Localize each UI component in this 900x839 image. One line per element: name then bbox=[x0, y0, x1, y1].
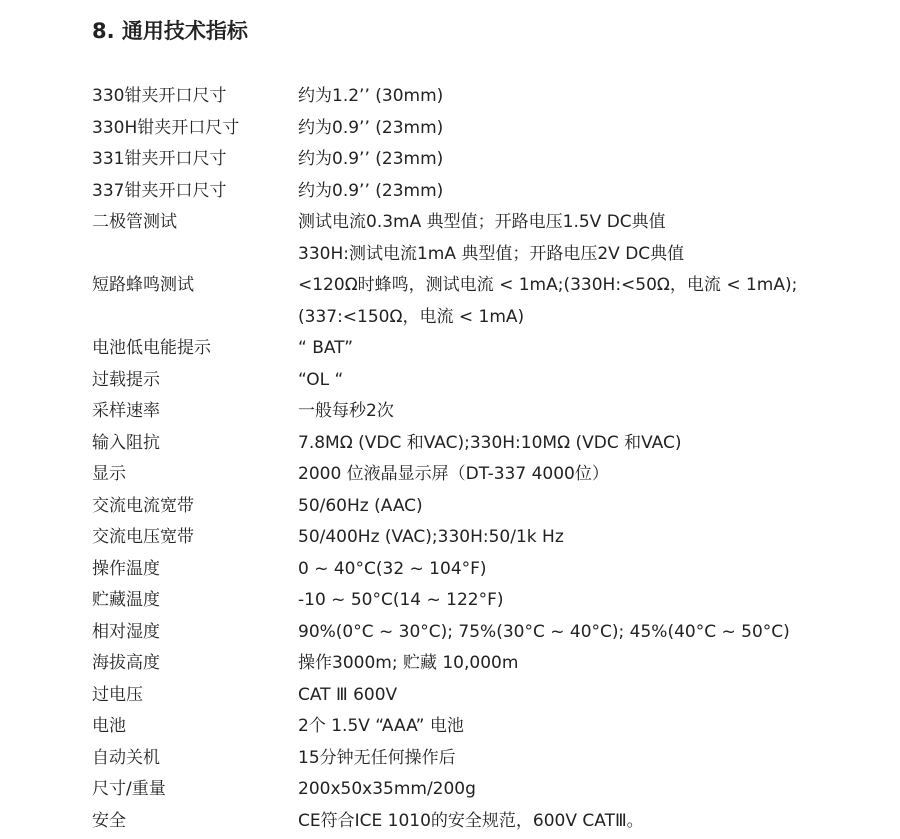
spec-value: 15分钟无任何操作后 bbox=[298, 747, 456, 768]
spec-label: 过电压 bbox=[92, 684, 143, 705]
spec-values bbox=[298, 207, 872, 270]
spec-values bbox=[298, 459, 872, 491]
spec-row bbox=[92, 743, 872, 775]
spec-value: 2个 1.5V “AAA” 电池 bbox=[298, 716, 464, 736]
spec-values bbox=[298, 585, 872, 617]
spec-label: 交流电流宽带 bbox=[92, 495, 194, 516]
spec-values bbox=[298, 554, 872, 586]
spec-values bbox=[298, 680, 872, 712]
spec-row bbox=[92, 617, 872, 649]
spec-label: 相对湿度 bbox=[92, 621, 160, 642]
spec-row bbox=[92, 585, 872, 617]
spec-values bbox=[298, 81, 872, 113]
spec-value: 约为0.9’’ (23mm) bbox=[298, 180, 444, 201]
spec-values bbox=[298, 270, 872, 333]
spec-values bbox=[298, 774, 872, 806]
spec-row bbox=[92, 207, 872, 270]
spec-value: 2000 位液晶显示屏（DT-337 4000位） bbox=[298, 464, 609, 484]
spec-value: <120Ω时蜂鸣，测试电流 < 1mA;(330H:<50Ω，电流 < 1mA); bbox=[298, 275, 798, 295]
spec-label: 交流电压宽带 bbox=[92, 527, 194, 547]
spec-values bbox=[298, 743, 872, 775]
spec-value: CE符合ICE 1010的安全规范，600V CATⅢ。 bbox=[298, 810, 644, 831]
spec-label: 显示 bbox=[92, 464, 126, 484]
spec-value: (337:<150Ω，电流 < 1mA) bbox=[298, 306, 525, 327]
spec-label: 电池 bbox=[92, 716, 126, 736]
spec-values bbox=[298, 711, 872, 743]
spec-label: 330钳夹开口尺寸 bbox=[92, 86, 227, 106]
spec-row bbox=[92, 680, 872, 712]
spec-value: 200x50x35mm/200g bbox=[298, 779, 476, 799]
spec-values bbox=[298, 396, 872, 428]
spec-row bbox=[92, 365, 872, 397]
spec-label: 自动关机 bbox=[92, 747, 160, 768]
spec-value: 测试电流0.3mA 典型值；开路电压1.5V DC典值 bbox=[298, 212, 666, 232]
spec-values bbox=[298, 176, 872, 208]
spec-row bbox=[92, 806, 872, 838]
spec-values bbox=[298, 491, 872, 523]
spec-values bbox=[298, 113, 872, 145]
spec-row bbox=[92, 144, 872, 176]
spec-row bbox=[92, 333, 872, 365]
spec-row bbox=[92, 113, 872, 145]
spec-label: 337钳夹开口尺寸 bbox=[92, 180, 227, 201]
spec-row bbox=[92, 491, 872, 523]
spec-label: 331钳夹开口尺寸 bbox=[92, 149, 227, 169]
spec-label: 采样速率 bbox=[92, 401, 160, 421]
spec-label: 输入阻抗 bbox=[92, 432, 160, 453]
spec-values bbox=[298, 522, 872, 554]
spec-row bbox=[92, 711, 872, 743]
spec-value: “ BAT” bbox=[298, 338, 354, 358]
spec-label: 尺寸/重量 bbox=[92, 779, 166, 799]
section-title: 8. 通用技术指标 bbox=[92, 19, 248, 43]
spec-values bbox=[298, 333, 872, 365]
spec-value: -10 ~ 50°C(14 ~ 122°F) bbox=[298, 590, 504, 610]
spec-values bbox=[298, 428, 872, 460]
spec-row bbox=[92, 270, 872, 333]
spec-value: 90%(0°C ~ 30°C); 75%(30°C ~ 40°C); 45%(40°C ~ 50°C) bbox=[298, 621, 790, 642]
spec-value: 50/400Hz (VAC);330H:50/1k Hz bbox=[298, 527, 564, 547]
spec-row bbox=[92, 648, 872, 680]
spec-label: 过载提示 bbox=[92, 369, 160, 390]
spec-value: “OL “ bbox=[298, 369, 344, 390]
spec-value: 操作3000m; 贮藏 10,000m bbox=[298, 653, 519, 673]
spec-list bbox=[92, 81, 872, 837]
spec-label: 贮藏温度 bbox=[92, 590, 160, 610]
spec-value: 约为0.9’’ (23mm) bbox=[298, 149, 444, 169]
spec-label: 短路蜂鸣测试 bbox=[92, 275, 194, 295]
spec-label: 电池低电能提示 bbox=[92, 338, 211, 358]
spec-row bbox=[92, 459, 872, 491]
spec-value: 约为0.9’’ (23mm) bbox=[298, 117, 444, 138]
spec-label: 海拔高度 bbox=[92, 653, 160, 673]
spec-values bbox=[298, 806, 872, 838]
spec-row bbox=[92, 522, 872, 554]
spec-row bbox=[92, 554, 872, 586]
spec-value: 330H:测试电流1mA 典型值；开路电压2V DC典值 bbox=[298, 243, 685, 264]
spec-value: 7.8MΩ (VDC 和VAC);330H:10MΩ (VDC 和VAC) bbox=[298, 432, 682, 453]
spec-value: 50/60Hz (AAC) bbox=[298, 495, 423, 516]
spec-value: 0 ~ 40°C(32 ~ 104°F) bbox=[298, 558, 487, 579]
spec-row bbox=[92, 428, 872, 460]
spec-values bbox=[298, 648, 872, 680]
spec-row bbox=[92, 774, 872, 806]
spec-label: 安全 bbox=[92, 810, 126, 831]
spec-value: 一般每秒2次 bbox=[298, 401, 394, 421]
spec-label: 330H钳夹开口尺寸 bbox=[92, 117, 240, 138]
spec-values bbox=[298, 617, 872, 649]
spec-label: 操作温度 bbox=[92, 558, 160, 579]
spec-row bbox=[92, 396, 872, 428]
spec-row bbox=[92, 81, 872, 113]
spec-row bbox=[92, 176, 872, 208]
spec-values bbox=[298, 144, 872, 176]
spec-value: 约为1.2’’ (30mm) bbox=[298, 86, 444, 106]
spec-label: 二极管测试 bbox=[92, 212, 177, 232]
spec-values bbox=[298, 365, 872, 397]
spec-value: CAT Ⅲ 600V bbox=[298, 684, 398, 705]
